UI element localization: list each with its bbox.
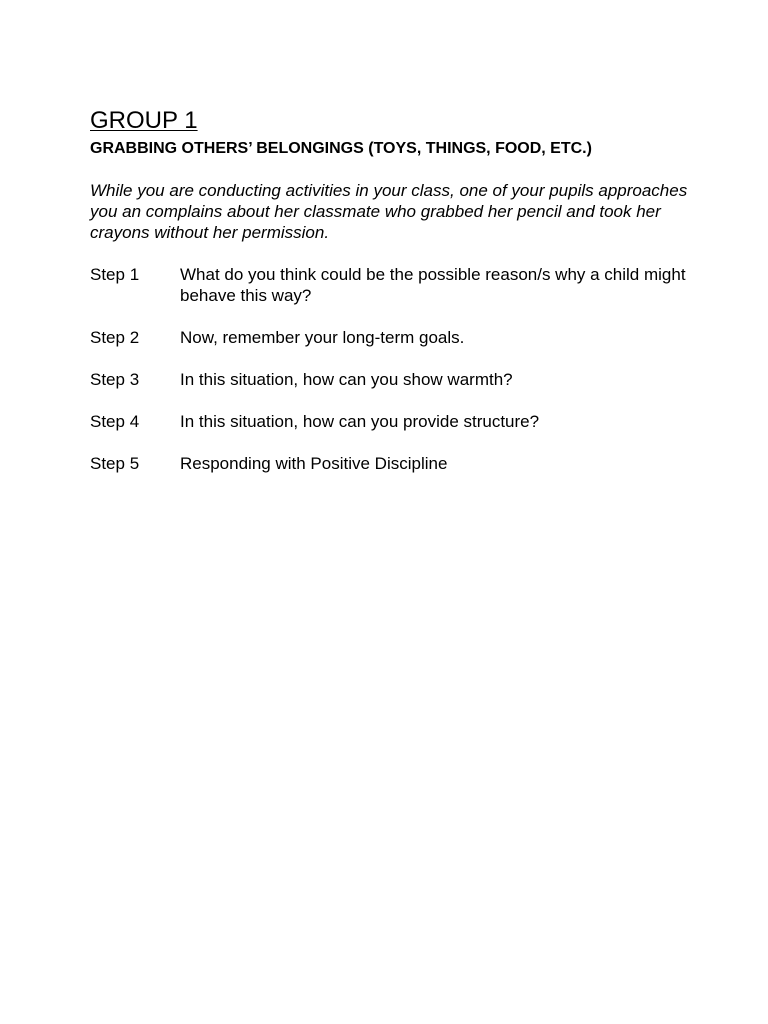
step-item [90,411,690,432]
step-item [90,453,690,474]
step-item [90,327,690,348]
step-text: Responding with Positive Discipline [180,454,448,473]
step-text: What do you think could be the possible reason/s why a child might behave this way? [180,265,686,305]
step-text: In this situation, how can you provide structure? [180,412,540,431]
step-text: In this situation, how can you show warmth? [180,370,513,389]
steps-list [90,264,690,474]
step-item [90,264,690,306]
step-label: Step 2 [90,328,140,347]
step-item [90,369,690,390]
step-label: Step 4 [90,412,140,431]
step-label: Step 3 [90,370,140,389]
step-text: Now, remember your long-term goals. [180,328,465,347]
topic-subtitle: GRABBING OTHERS’ BELONGINGS (TOYS, THINGS, FOOD, ETC.) [90,140,592,157]
step-label: Step 1 [90,265,140,284]
document-content [90,106,690,495]
step-label: Step 5 [90,454,140,473]
scenario-paragraph: While you are conducting activities in your class, one of your pupils approaches you an complains about her classmate who grabbed her pencil and took her crayons without her permission. [90,181,688,242]
group-title: GROUP 1 [90,107,198,134]
